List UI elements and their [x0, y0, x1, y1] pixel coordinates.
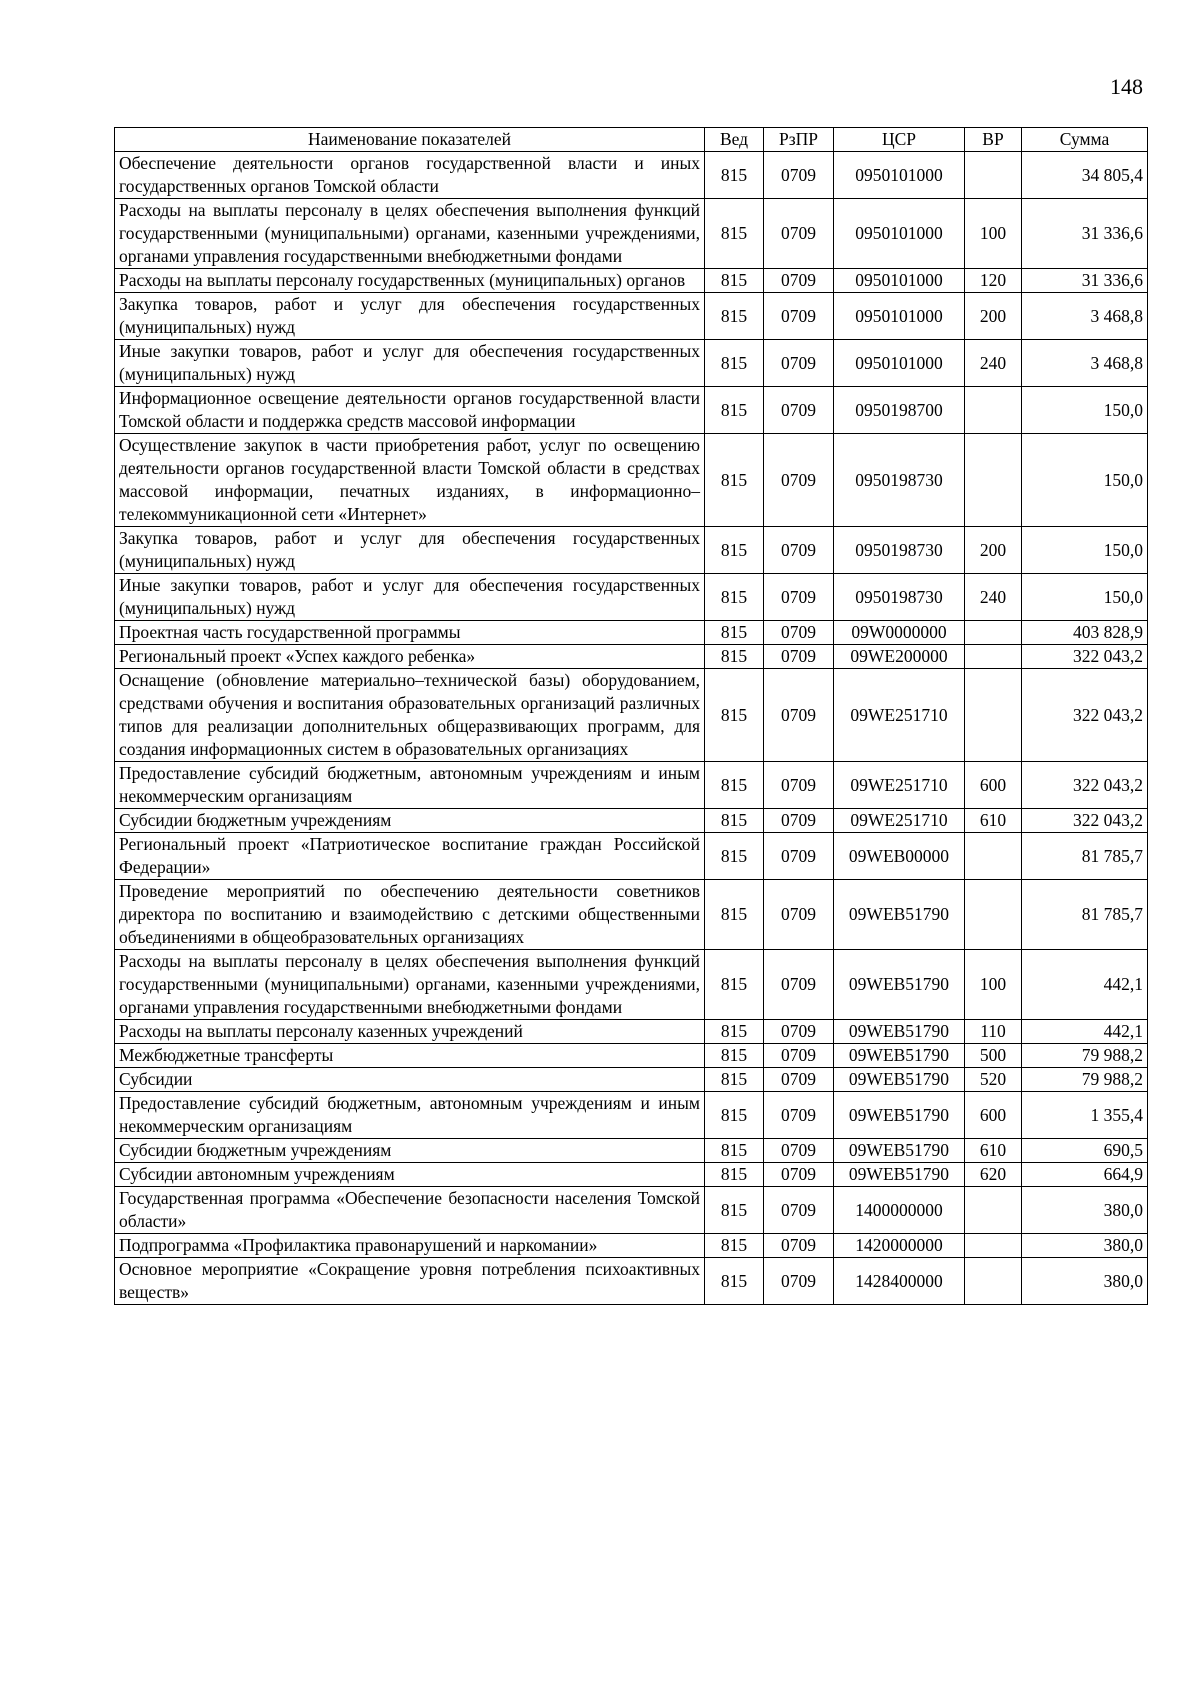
- cell-csr: 0950198730: [834, 434, 965, 527]
- cell-csr: 1428400000: [834, 1258, 965, 1305]
- cell-csr: 09WEB51790: [834, 1068, 965, 1092]
- cell-vr: [965, 152, 1022, 199]
- cell-csr: 09WE200000: [834, 645, 965, 669]
- cell-csr: 0950101000: [834, 293, 965, 340]
- table-row: [115, 1044, 1148, 1068]
- cell-sum: 322 043,2: [1022, 762, 1148, 809]
- cell-sum: 150,0: [1022, 527, 1148, 574]
- cell-ved: 815: [705, 809, 764, 833]
- cell-name: Закупка товаров, работ и услуг для обеспечения государственных (муниципальных) нужд: [115, 527, 705, 574]
- cell-csr: 09WEB51790: [834, 1092, 965, 1139]
- cell-sum: 1 355,4: [1022, 1092, 1148, 1139]
- table-row: [115, 809, 1148, 833]
- table-row: [115, 880, 1148, 950]
- cell-sum: 3 468,8: [1022, 293, 1148, 340]
- cell-name: Предоставление субсидий бюджетным, автономным учреждениям и иным некоммерческим организациям: [115, 762, 705, 809]
- cell-name: Оснащение (обновление материально–технической базы) оборудованием, средствами обучения и воспитания образовательных организаций различных типов для реализации дополнительных общеразвивающих программ, для создания информационных систем в образовательных организациях: [115, 669, 705, 762]
- cell-rzpr: 0709: [764, 434, 834, 527]
- cell-ved: 815: [705, 669, 764, 762]
- cell-sum: 150,0: [1022, 387, 1148, 434]
- header-sum: Сумма: [1022, 128, 1148, 152]
- cell-vr: 240: [965, 574, 1022, 621]
- cell-sum: 79 988,2: [1022, 1068, 1148, 1092]
- cell-csr: 09WE251710: [834, 669, 965, 762]
- cell-rzpr: 0709: [764, 1163, 834, 1187]
- cell-name: Информационное освещение деятельности органов государственной власти Томской области и поддержка средств массовой информации: [115, 387, 705, 434]
- cell-name: Региональный проект «Успех каждого ребенка»: [115, 645, 705, 669]
- cell-ved: 815: [705, 387, 764, 434]
- cell-vr: [965, 387, 1022, 434]
- cell-csr: 09WE251710: [834, 809, 965, 833]
- cell-name: Подпрограмма «Профилактика правонарушений и наркомании»: [115, 1234, 705, 1258]
- cell-csr: 0950101000: [834, 199, 965, 269]
- cell-csr: 09WEB51790: [834, 1020, 965, 1044]
- cell-rzpr: 0709: [764, 340, 834, 387]
- table-row: [115, 1020, 1148, 1044]
- table-row: [115, 269, 1148, 293]
- cell-csr: 09WEB00000: [834, 833, 965, 880]
- cell-ved: 815: [705, 1092, 764, 1139]
- cell-ved: 815: [705, 950, 764, 1020]
- cell-rzpr: 0709: [764, 1068, 834, 1092]
- cell-rzpr: 0709: [764, 621, 834, 645]
- cell-rzpr: 0709: [764, 1187, 834, 1234]
- cell-name: Субсидии: [115, 1068, 705, 1092]
- header-rzpr: РзПР: [764, 128, 834, 152]
- cell-name: Иные закупки товаров, работ и услуг для обеспечения государственных (муниципальных) нужд: [115, 574, 705, 621]
- cell-rzpr: 0709: [764, 527, 834, 574]
- cell-rzpr: 0709: [764, 574, 834, 621]
- cell-sum: 442,1: [1022, 1020, 1148, 1044]
- cell-sum: 31 336,6: [1022, 269, 1148, 293]
- table-row: [115, 1187, 1148, 1234]
- cell-name: Предоставление субсидий бюджетным, автономным учреждениям и иным некоммерческим организациям: [115, 1092, 705, 1139]
- cell-rzpr: 0709: [764, 1044, 834, 1068]
- table-body: [115, 152, 1148, 1305]
- table-row: [115, 645, 1148, 669]
- cell-sum: 31 336,6: [1022, 199, 1148, 269]
- cell-csr: 09WEB51790: [834, 1044, 965, 1068]
- cell-csr: 0950101000: [834, 269, 965, 293]
- cell-rzpr: 0709: [764, 833, 834, 880]
- header-vr: ВР: [965, 128, 1022, 152]
- cell-rzpr: 0709: [764, 809, 834, 833]
- cell-rzpr: 0709: [764, 1139, 834, 1163]
- cell-vr: 110: [965, 1020, 1022, 1044]
- cell-ved: 815: [705, 1044, 764, 1068]
- cell-vr: 610: [965, 1139, 1022, 1163]
- cell-ved: 815: [705, 1163, 764, 1187]
- cell-csr: 1400000000: [834, 1187, 965, 1234]
- cell-ved: 815: [705, 574, 764, 621]
- cell-sum: 380,0: [1022, 1187, 1148, 1234]
- table-row: [115, 669, 1148, 762]
- cell-sum: 690,5: [1022, 1139, 1148, 1163]
- cell-csr: 09WEB51790: [834, 880, 965, 950]
- cell-sum: 81 785,7: [1022, 833, 1148, 880]
- cell-rzpr: 0709: [764, 1258, 834, 1305]
- cell-ved: 815: [705, 527, 764, 574]
- cell-name: Проведение мероприятий по обеспечению деятельности советников директора по воспитанию и взаимодействию с детскими общественными объединениями в общеобразовательных организациях: [115, 880, 705, 950]
- cell-sum: 403 828,9: [1022, 621, 1148, 645]
- cell-csr: 0950101000: [834, 340, 965, 387]
- cell-vr: [965, 880, 1022, 950]
- cell-vr: [965, 669, 1022, 762]
- cell-rzpr: 0709: [764, 293, 834, 340]
- cell-vr: [965, 621, 1022, 645]
- cell-sum: 442,1: [1022, 950, 1148, 1020]
- cell-name: Региональный проект «Патриотическое воспитание граждан Российской Федерации»: [115, 833, 705, 880]
- cell-rzpr: 0709: [764, 762, 834, 809]
- cell-rzpr: 0709: [764, 645, 834, 669]
- cell-name: Межбюджетные трансферты: [115, 1044, 705, 1068]
- cell-ved: 815: [705, 762, 764, 809]
- table-row: [115, 340, 1148, 387]
- cell-name: Проектная часть государственной программы: [115, 621, 705, 645]
- cell-name: Расходы на выплаты персоналу государственных (муниципальных) органов: [115, 269, 705, 293]
- cell-rzpr: 0709: [764, 152, 834, 199]
- cell-name: Обеспечение деятельности органов государственной власти и иных государственных органов Томской области: [115, 152, 705, 199]
- cell-name: Субсидии бюджетным учреждениям: [115, 809, 705, 833]
- cell-name: Основное мероприятие «Сокращение уровня потребления психоактивных веществ»: [115, 1258, 705, 1305]
- cell-name: Субсидии бюджетным учреждениям: [115, 1139, 705, 1163]
- header-name: Наименование показателей: [115, 128, 705, 152]
- cell-ved: 815: [705, 434, 764, 527]
- cell-csr: 09WE251710: [834, 762, 965, 809]
- table-row: [115, 1092, 1148, 1139]
- header-csr: ЦСР: [834, 128, 965, 152]
- cell-name: Закупка товаров, работ и услуг для обеспечения государственных (муниципальных) нужд: [115, 293, 705, 340]
- cell-sum: 380,0: [1022, 1258, 1148, 1305]
- cell-csr: 0950198730: [834, 527, 965, 574]
- cell-sum: 81 785,7: [1022, 880, 1148, 950]
- cell-rzpr: 0709: [764, 669, 834, 762]
- cell-sum: 322 043,2: [1022, 645, 1148, 669]
- cell-rzpr: 0709: [764, 199, 834, 269]
- table-row: [115, 199, 1148, 269]
- cell-vr: [965, 645, 1022, 669]
- cell-ved: 815: [705, 1258, 764, 1305]
- cell-rzpr: 0709: [764, 387, 834, 434]
- budget-table: [114, 127, 1148, 1305]
- cell-rzpr: 0709: [764, 1020, 834, 1044]
- cell-vr: 100: [965, 950, 1022, 1020]
- cell-sum: 380,0: [1022, 1234, 1148, 1258]
- cell-vr: 200: [965, 527, 1022, 574]
- cell-vr: [965, 1187, 1022, 1234]
- table-row: [115, 621, 1148, 645]
- table-row: [115, 434, 1148, 527]
- cell-sum: 34 805,4: [1022, 152, 1148, 199]
- table-row: [115, 574, 1148, 621]
- cell-csr: 09WEB51790: [834, 1139, 965, 1163]
- table-row: [115, 387, 1148, 434]
- table-row: [115, 1068, 1148, 1092]
- cell-ved: 815: [705, 1068, 764, 1092]
- cell-csr: 0950101000: [834, 152, 965, 199]
- cell-ved: 815: [705, 340, 764, 387]
- table-row: [115, 1163, 1148, 1187]
- cell-name: Расходы на выплаты персоналу в целях обеспечения выполнения функций государственными (муниципальными) органами, казенными учреждениями, органами управления государственными внебюджетными фондами: [115, 199, 705, 269]
- header-ved: Вед: [705, 128, 764, 152]
- table-row: [115, 1234, 1148, 1258]
- cell-name: Расходы на выплаты персоналу казенных учреждений: [115, 1020, 705, 1044]
- cell-vr: 600: [965, 762, 1022, 809]
- cell-name: Иные закупки товаров, работ и услуг для обеспечения государственных (муниципальных) нужд: [115, 340, 705, 387]
- cell-ved: 815: [705, 645, 764, 669]
- cell-vr: 610: [965, 809, 1022, 833]
- cell-vr: 100: [965, 199, 1022, 269]
- cell-ved: 815: [705, 1187, 764, 1234]
- cell-csr: 0950198730: [834, 574, 965, 621]
- cell-vr: 500: [965, 1044, 1022, 1068]
- cell-sum: 664,9: [1022, 1163, 1148, 1187]
- cell-vr: [965, 1234, 1022, 1258]
- table-header-row: [115, 128, 1148, 152]
- cell-sum: 3 468,8: [1022, 340, 1148, 387]
- table-row: [115, 527, 1148, 574]
- table-row: [115, 293, 1148, 340]
- cell-ved: 815: [705, 1139, 764, 1163]
- cell-vr: 240: [965, 340, 1022, 387]
- cell-name: Субсидии автономным учреждениям: [115, 1163, 705, 1187]
- cell-vr: 520: [965, 1068, 1022, 1092]
- cell-vr: 120: [965, 269, 1022, 293]
- cell-sum: 150,0: [1022, 434, 1148, 527]
- cell-csr: 09W0000000: [834, 621, 965, 645]
- cell-sum: 150,0: [1022, 574, 1148, 621]
- page-number: 148: [1110, 74, 1143, 99]
- cell-sum: 322 043,2: [1022, 669, 1148, 762]
- cell-csr: 1420000000: [834, 1234, 965, 1258]
- cell-csr: 09WEB51790: [834, 1163, 965, 1187]
- cell-ved: 815: [705, 880, 764, 950]
- cell-csr: 09WEB51790: [834, 950, 965, 1020]
- table-row: [115, 152, 1148, 199]
- cell-ved: 815: [705, 293, 764, 340]
- cell-ved: 815: [705, 1234, 764, 1258]
- cell-vr: 200: [965, 293, 1022, 340]
- cell-ved: 815: [705, 152, 764, 199]
- table-row: [115, 762, 1148, 809]
- cell-rzpr: 0709: [764, 1234, 834, 1258]
- table-row: [115, 833, 1148, 880]
- cell-ved: 815: [705, 269, 764, 293]
- cell-sum: 79 988,2: [1022, 1044, 1148, 1068]
- cell-csr: 0950198700: [834, 387, 965, 434]
- cell-vr: 600: [965, 1092, 1022, 1139]
- table-row: [115, 950, 1148, 1020]
- cell-ved: 815: [705, 833, 764, 880]
- cell-ved: 815: [705, 1020, 764, 1044]
- cell-vr: [965, 833, 1022, 880]
- cell-rzpr: 0709: [764, 880, 834, 950]
- cell-vr: 620: [965, 1163, 1022, 1187]
- cell-vr: [965, 434, 1022, 527]
- cell-rzpr: 0709: [764, 269, 834, 293]
- cell-vr: [965, 1258, 1022, 1305]
- table-row: [115, 1258, 1148, 1305]
- cell-rzpr: 0709: [764, 1092, 834, 1139]
- cell-ved: 815: [705, 199, 764, 269]
- cell-name: Государственная программа «Обеспечение безопасности населения Томской области»: [115, 1187, 705, 1234]
- cell-name: Осуществление закупок в части приобретения работ, услуг по освещению деятельности органов государственной власти Томской области в средствах массовой информации, печатных изданиях, в информационно–телекоммуникационной сети «Интернет»: [115, 434, 705, 527]
- cell-ved: 815: [705, 621, 764, 645]
- cell-rzpr: 0709: [764, 950, 834, 1020]
- table-row: [115, 1139, 1148, 1163]
- cell-sum: 322 043,2: [1022, 809, 1148, 833]
- cell-name: Расходы на выплаты персоналу в целях обеспечения выполнения функций государственными (муниципальными) органами, казенными учреждениями, органами управления государственными внебюджетными фондами: [115, 950, 705, 1020]
